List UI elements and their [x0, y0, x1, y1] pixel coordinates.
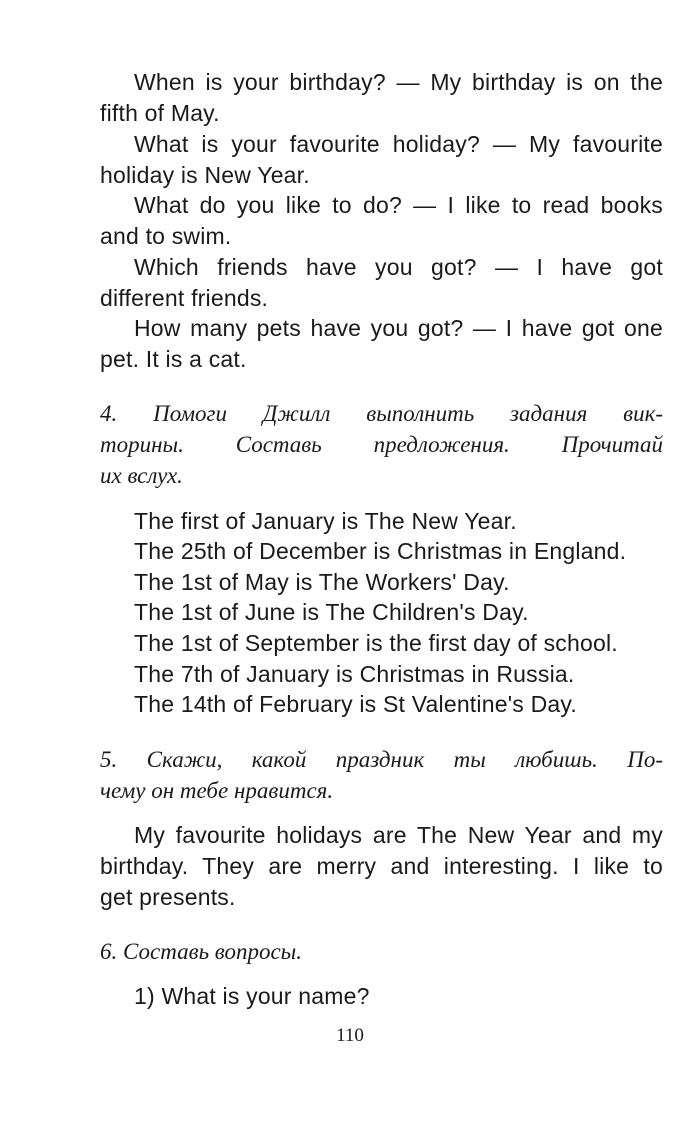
task-4-sentence: The 25th of December is Christmas in England. — [134, 538, 627, 564]
task-4-heading: торины. Составь предложения. Прочитай — [100, 432, 663, 457]
task-4-heading: 4. Помоги Джилл выполнить задания вик- — [100, 401, 663, 426]
task-5-heading: чему он тебе нравится. — [100, 778, 334, 803]
task-4-sentence: The 7th of January is Christmas in Russia. — [134, 661, 575, 687]
task-4-sentence: The first of January is The New Year. — [134, 508, 517, 534]
dialogue-line: and to swim. — [100, 223, 232, 249]
task-5-heading: 5. Скажи, какой праздник ты любишь. По- — [100, 747, 663, 772]
dialogue-line: Which friends have you got? — I have got — [134, 254, 663, 280]
task-4-heading: их вслух. — [100, 463, 183, 488]
dialogue-line: What is your favourite holiday? — My favourite — [134, 131, 663, 157]
dialogue-line: different friends. — [100, 285, 269, 311]
task-4-sentence: The 14th of February is St Valentine's Day. — [134, 691, 577, 717]
dialogue-line: How many pets have you got? — I have got one — [134, 315, 663, 341]
task-6-item: 1) What is your name? — [134, 983, 370, 1009]
dialogue-line: holiday is New Year. — [100, 162, 310, 188]
task-5-answer: My favourite holidays are The New Year and my — [134, 822, 663, 848]
task-4-sentence: The 1st of June is The Children's Day. — [134, 599, 529, 625]
task-5-answer: get presents. — [100, 884, 236, 910]
task-6-heading: 6. Составь вопросы. — [100, 939, 303, 964]
dialogue-line: fifth of May. — [100, 100, 220, 126]
dialogue-line: When is your birthday? — My birthday is on the — [134, 69, 663, 95]
page-number: 110 — [336, 1025, 364, 1046]
dialogue-line: What do you like to do? — I like to read books — [134, 192, 663, 218]
task-4-sentence: The 1st of May is The Workers' Day. — [134, 569, 510, 595]
dialogue-line: pet. It is a cat. — [100, 346, 247, 372]
task-4-sentence: The 1st of September is the first day of school. — [134, 630, 618, 656]
task-5-answer: birthday. They are merry and interesting. I like to — [100, 853, 663, 879]
